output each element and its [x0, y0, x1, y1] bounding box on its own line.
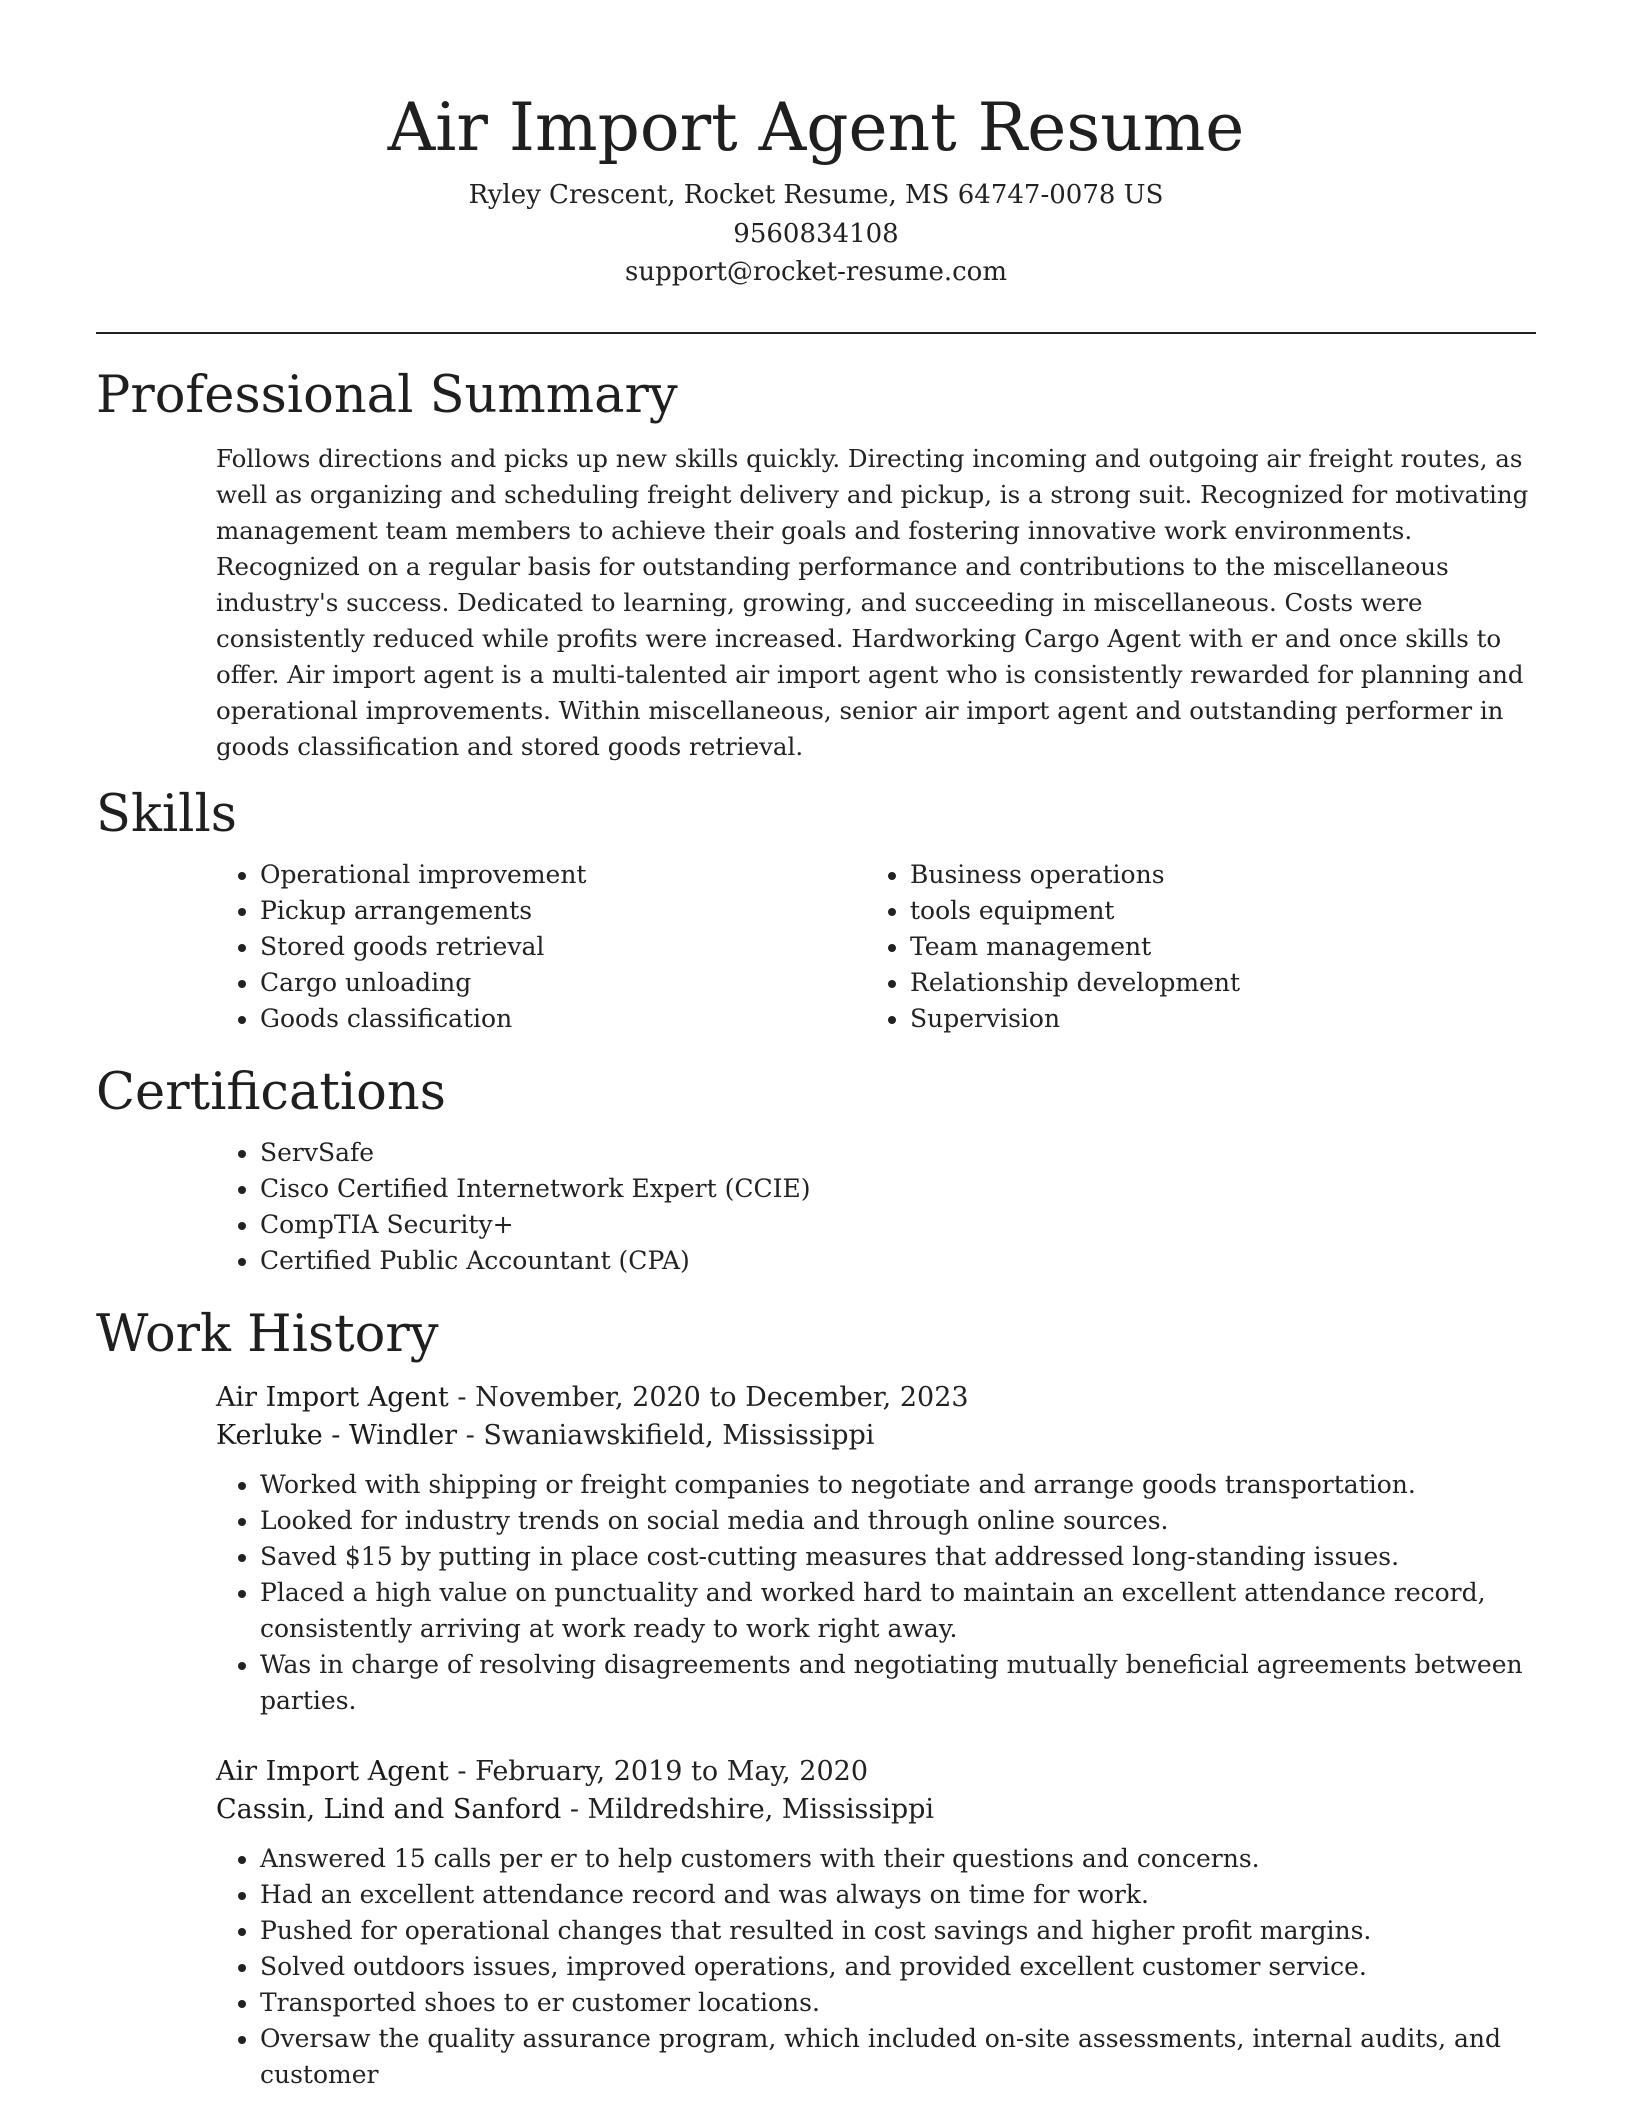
duty-item: • Answered 15 calls per er to help customers with their questions and concerns.: [260, 1841, 1580, 1877]
certifications-section: [96, 1061, 1536, 1279]
skill-item: • Supervision: [910, 1001, 1516, 1037]
skills-heading: Skills: [96, 784, 237, 844]
resume-page: [96, 0, 1536, 2093]
skill-item: • Operational improvement: [260, 857, 866, 893]
summary-text: Follows directions and picks up new skills quickly. Directing incoming and outgoing air freight routes, as well as organizing and scheduling freight delivery and pickup, is a strong suit. Recognized for motivating management team members to achieve their goals and fostering innovative work environments. Recognized on a regular basis for outstanding performance and contributions to the miscellaneous industry's success. Dedicated to learning, growing, and succeeding in miscellaneous. Costs were consistently reduced while profits were increased. Hardworking Cargo Agent with er and once skills to offer. Air import agent is a multi-talented air import agent who is consistently rewarded for planning and operational improvements. Within miscellaneous, senior air import agent and outstanding performer in goods classification and stored goods retrieval.: [216, 443, 1529, 761]
job-title-line: [216, 1753, 1536, 1791]
contact-block: [96, 176, 1536, 292]
job-company-line: [216, 1791, 1536, 1829]
skill-item: • Cargo unloading: [260, 965, 866, 1001]
certification-item: • ServSafe: [260, 1135, 1536, 1171]
job-title: Air Import Agent: [216, 1755, 449, 1787]
job-title: Air Import Agent: [216, 1381, 449, 1413]
job-duties-list: [216, 1841, 1580, 2093]
summary-section: [96, 364, 1536, 765]
duty-item: • Saved $15 by putting in place cost-cutting measures that addressed long-standing issues.: [260, 1539, 1580, 1575]
header-divider: [96, 332, 1536, 334]
job-company: Cassin, Lind and Sanford: [216, 1793, 562, 1825]
contact-address: Ryley Crescent, Rocket Resume, MS 64747-0078 US: [468, 180, 1164, 210]
work-history-heading: Work History: [96, 1304, 439, 1364]
job-entry: [216, 1753, 1536, 2093]
skills-grid: [216, 857, 1536, 1037]
skill-item: • Business operations: [910, 857, 1516, 893]
job-entry: [216, 1379, 1536, 1719]
work-history-section: [96, 1303, 1536, 2093]
job-company: Kerluke - Windler: [216, 1419, 458, 1451]
duty-item: • Pushed for operational changes that resulted in cost savings and higher profit margins.: [260, 1913, 1580, 1949]
skill-item: • Relationship development: [910, 965, 1516, 1001]
resume-title: Air Import Agent Resume: [387, 89, 1245, 166]
skills-column-right: [866, 857, 1516, 1037]
skills-section: [96, 783, 1536, 1037]
job-dates: - February, 2019 to May, 2020: [448, 1755, 868, 1787]
duty-item: • Was in charge of resolving disagreements and negotiating mutually beneficial agreements between parties.: [260, 1647, 1580, 1719]
certification-item: • Cisco Certified Internetwork Expert (CCIE): [260, 1171, 1536, 1207]
contact-phone: 9560834108: [733, 218, 899, 249]
job-location: - Swaniawskifield, Mississippi: [457, 1419, 875, 1451]
certification-item: • CompTIA Security+: [260, 1207, 1536, 1243]
duty-item: • Solved outdoors issues, improved operations, and provided excellent customer service.: [260, 1949, 1580, 1985]
skill-item: • Stored goods retrieval: [260, 929, 866, 965]
job-company-line: [216, 1417, 1536, 1455]
skill-item: • Pickup arrangements: [260, 893, 866, 929]
duty-item: • Oversaw the quality assurance program, which included on-site assessments, internal audits, and customer: [260, 2021, 1580, 2093]
duty-item: • Worked with shipping or freight companies to negotiate and arrange goods transportation.: [260, 1467, 1580, 1503]
skills-column-left: [216, 857, 866, 1037]
summary-heading: Professional Summary: [96, 365, 678, 425]
certifications-list: [216, 1135, 1536, 1279]
certification-item: • Certified Public Accountant (CPA): [260, 1243, 1536, 1279]
skill-item: • Team management: [910, 929, 1516, 965]
certifications-heading: Certifications: [96, 1062, 446, 1122]
job-location: - Mildredshire, Mississippi: [561, 1793, 935, 1825]
contact-email: support@rocket-resume.com: [624, 257, 1007, 287]
job-duties-list: [216, 1467, 1580, 1719]
skill-item: • tools equipment: [910, 893, 1516, 929]
job-title-line: [216, 1379, 1536, 1417]
duty-item: • Looked for industry trends on social media and through online sources.: [260, 1503, 1580, 1539]
job-dates: - November, 2020 to December, 2023: [448, 1381, 969, 1413]
duty-item: • Placed a high value on punctuality and worked hard to maintain an excellent attendance record, consistently arriving at work ready to work right away.: [260, 1575, 1580, 1647]
duty-item: • Had an excellent attendance record and was always on time for work.: [260, 1877, 1580, 1913]
skill-item: • Goods classification: [260, 1001, 866, 1037]
duty-item: • Transported shoes to er customer locations.: [260, 1985, 1580, 2021]
